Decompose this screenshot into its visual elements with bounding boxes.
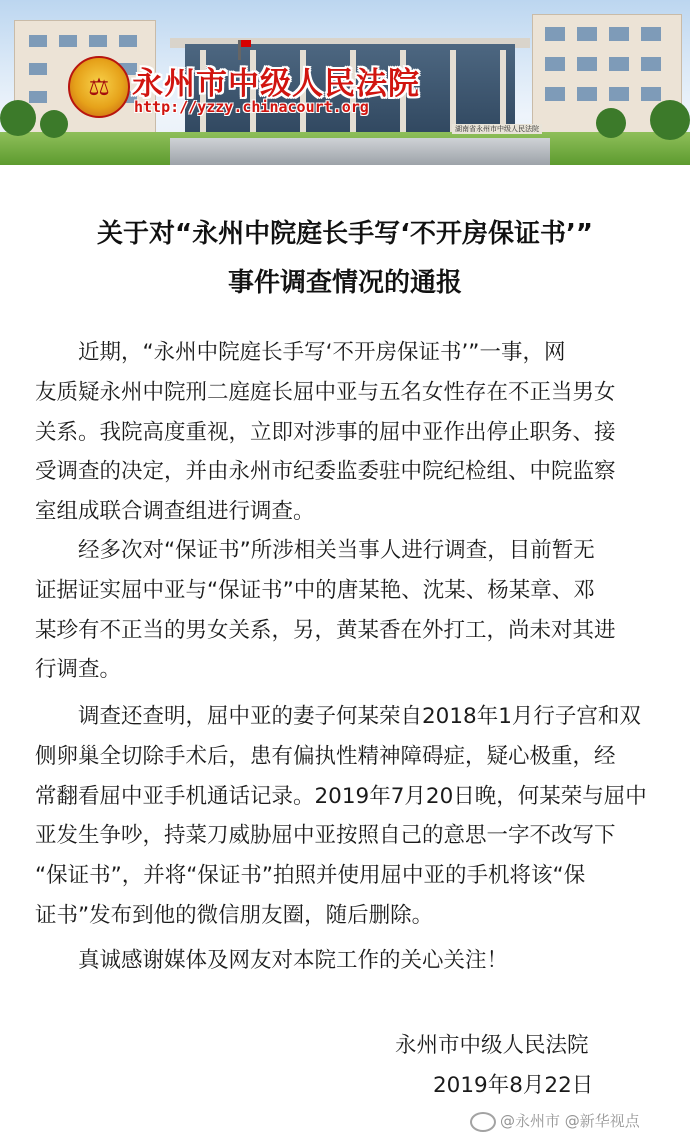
text-line: 证书”发布到他的微信朋友圈，随后删除。 (35, 902, 434, 928)
gate-sign: 湖南省永州市中级人民法院 (452, 124, 542, 134)
text-line: 受调查的决定，并由永州市纪委监委驻中院纪检组、中院监察 (35, 459, 616, 485)
scales-icon: ⚖ (88, 73, 110, 101)
tree (596, 108, 626, 138)
notice-title-line1: 关于对“永州中院庭长手写‘不开房保证书’” (97, 219, 593, 249)
watermark (470, 1110, 640, 1132)
text-line: 友质疑永州中院刑二庭庭长屈中亚与五名女性存在不正当男女 (35, 379, 616, 405)
weibo-icon (470, 1112, 496, 1132)
text-line: 侧卵巢全切除手术后，患有偏执性精神障碍症，疑心极重，经 (35, 743, 616, 769)
court-banner (0, 0, 690, 165)
court-emblem-icon (68, 56, 130, 118)
text-line: 某珍有不正当的男女关系，另，黄某香在外打工，尚未对其进 (35, 617, 616, 643)
tree (650, 100, 690, 140)
text-line: 经多次对“保证书”所涉相关当事人进行调查，目前暂无 (35, 538, 595, 563)
text-line: 证据证实屈中亚与“保证书”中的唐某艳、沈某、杨某章、邓 (35, 577, 595, 603)
flag-icon (238, 40, 241, 60)
text-line: 近期，“永州中院庭长手写‘不开房保证书’”一事，网 (35, 340, 566, 365)
signature-date: 2019年8月22日 (433, 1073, 594, 1098)
notice-title-line2: 事件调查情况的通报 (227, 268, 462, 298)
signature-org: 永州市中级人民法院 (395, 1033, 589, 1058)
paragraph-2 (35, 531, 655, 690)
text-line: 行调查。 (35, 657, 122, 683)
text-line: 调查还查明，屈中亚的妻子何某荣自2018年1月行子宫和双 (35, 704, 641, 729)
paragraph-4 (35, 941, 655, 981)
paragraph-1 (35, 333, 655, 532)
tree (40, 110, 68, 138)
paragraph-3 (35, 697, 655, 936)
text-line: 室组成联合调查组进行调查。 (35, 499, 315, 525)
plaza (170, 138, 550, 165)
watermark-text: @永州市 @新华视点 (500, 1112, 640, 1130)
text-line: 关系。我院高度重视，立即对涉事的屈中亚作出停止职务、接 (35, 419, 616, 445)
text-line: 亚发生争吵，持菜刀威胁屈中亚按照自己的意思一字不改写下 (35, 823, 616, 849)
tree (0, 100, 36, 136)
text-line: 真诚感谢媒体及网友对本院工作的关心关注！ (35, 948, 509, 973)
court-name: 永州市中级人民法院 (132, 66, 420, 102)
text-line: “保证书”，并将“保证书”拍照并使用屈中亚的手机将该“保 (35, 863, 586, 889)
court-url[interactable]: http://yzzy.chinacourt.org (134, 98, 369, 116)
text-line: 常翻看屈中亚手机通话记录。2019年7月20日晚，何某荣与屈中 (35, 783, 647, 809)
